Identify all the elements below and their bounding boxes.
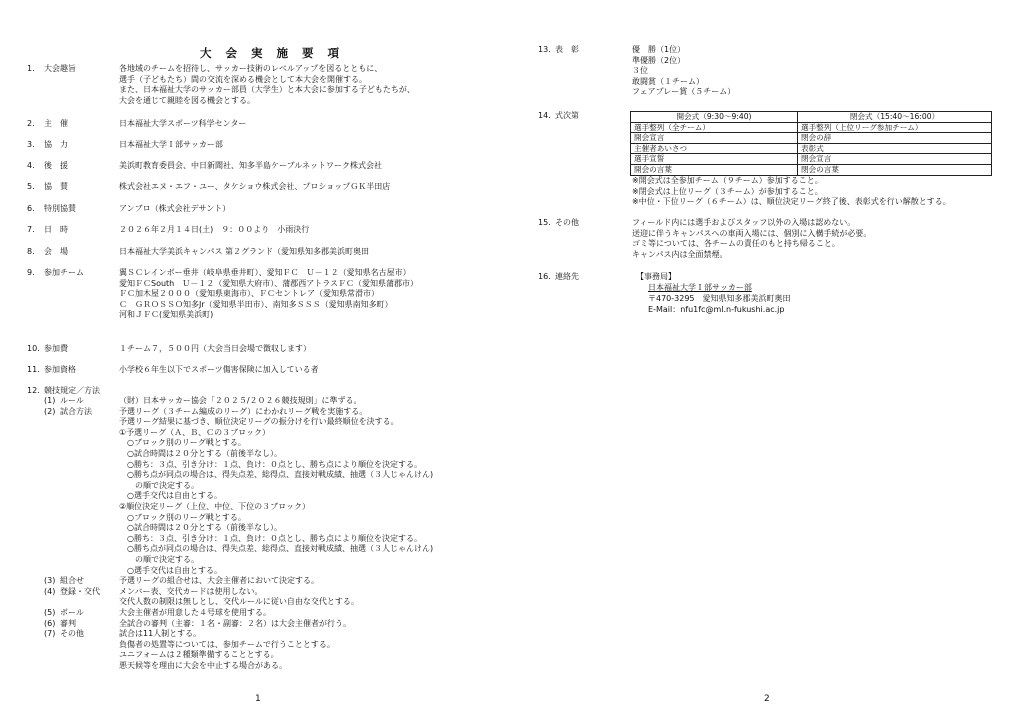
section-text: アンブロ（株式会社デサント）	[119, 204, 231, 213]
section-label: 大会趣旨	[44, 64, 76, 73]
rule-text: 悪天候等を理由に大会を中止する場合がある。	[119, 661, 287, 670]
section-number: 2.	[27, 119, 35, 128]
table-row	[631, 122, 992, 133]
rule-text: 負傷者の処置等については、参加チームで行うこととする。	[119, 639, 335, 649]
rule-text: ○勝ち点が同点の場合は、得失点差、総得点、直接対戦成績、抽選（３人じゃんけん)	[119, 544, 434, 554]
section-number: 9.	[27, 268, 35, 277]
rule-number: (7)	[44, 629, 56, 639]
section-label: その他	[555, 218, 579, 227]
rule-text: 交代人数の制限は無しとし、交代ルールに従い自由な交代とする。	[119, 597, 359, 607]
section-text: 日本福祉大学Ｉ部サッカー部	[119, 140, 223, 149]
rule-label: ボール	[60, 608, 84, 617]
rule-number: (4)	[44, 586, 56, 596]
other-note: キャンパス内は全面禁煙。	[632, 249, 728, 259]
section-text: 選手（子どもたち）間の交流を深める機会として本大会を開催する。	[119, 74, 367, 84]
page-number-1: 1	[255, 694, 261, 704]
ceremony-schedule-table	[630, 111, 992, 176]
section-label: 協 賛	[44, 182, 68, 191]
other-note: ゴミ等については、各チームの責任のもと持ち帰ること。	[632, 239, 840, 249]
section-text: 日本福祉大学美浜キャンパス 第２グランド（愛知県知多郡美浜町奥田	[119, 247, 369, 256]
section-text: 翼ＳＣレインボー垂井（岐阜県垂井町）、愛知ＦＣ Ｕ－１２（愛知県名古屋市）	[119, 268, 411, 277]
section-label: 連絡先	[555, 272, 579, 281]
table-row	[631, 143, 992, 154]
section-number: 12.	[27, 386, 40, 395]
rule-number: (5)	[44, 608, 56, 617]
contact-org: 日本福祉大学Ｉ部サッカー部	[648, 283, 752, 292]
other-note: フィールド内には選手およびスタッフ以外の入場は認めない。	[632, 218, 856, 227]
section-number: 15.	[538, 218, 551, 227]
section-label: 主 催	[44, 119, 68, 128]
contact-heading: 【事務局】	[636, 272, 676, 281]
table-cell: 開会宣言	[631, 133, 798, 144]
rule-text: ②順位決定リーグ（上位、中位、下位の３ブロック）	[119, 502, 311, 511]
rule-label: 審判	[60, 618, 76, 628]
table-cell: 選手整列（全チーム）	[631, 122, 798, 133]
rule-text: 全試合の審判（主審：１名・副審：２名）は大会主催者が行う。	[119, 618, 351, 628]
section-label: 参加資格	[44, 365, 76, 374]
section-label: 日 時	[44, 225, 68, 234]
rule-text: 試合は11人制とする。	[119, 629, 202, 639]
rule-text: ○勝ち：３点、引き分け：１点、負け：０点とし、勝ち点により順位を決定する。	[119, 533, 422, 543]
section-number: 7.	[27, 225, 35, 234]
section-label: 後 援	[44, 161, 68, 170]
table-cell: 開会の言葉	[631, 164, 798, 175]
table-cell: 閉会の辞	[798, 133, 992, 144]
table-cell: 選手宣誓	[631, 154, 798, 165]
rule-text: ○ブロック別のリーグ戦とする。	[119, 512, 246, 522]
section-label: 参加費	[44, 344, 68, 353]
section-label: 式次第	[555, 111, 579, 120]
rule-text: 予選リーグ結果に基づき、順位決定リーグの振分けを行い最終順位を決する。	[119, 417, 399, 427]
rule-text: ○ブロック別のリーグ戦とする。	[119, 438, 246, 448]
section-label: 表 彰	[555, 45, 579, 54]
section-number: 16.	[538, 272, 551, 281]
table-cell: 閉会宣言	[798, 154, 992, 165]
rule-label: ルール	[60, 396, 84, 405]
section-number: 11.	[27, 365, 40, 374]
ceremony-note: ※開会式は全参加チーム（９チーム）参加すること。	[632, 176, 823, 185]
section-number: 6.	[27, 204, 35, 213]
page-title: 大 会 実 施 要 項	[200, 46, 345, 60]
rule-label: 試合方法	[60, 406, 92, 416]
section-text: ２０２６年２月１４日(土) ９：００より 小雨決行	[119, 225, 310, 234]
rule-text: ○勝ち：３点、引き分け：１点、負け：０点とし、勝ち点により順位を決定する。	[119, 459, 422, 469]
table-header-cell: 閉会式（15:40～16:00）	[798, 112, 992, 123]
table-header-cell: 開会式（9:30～9:40)	[631, 112, 798, 123]
table-cell: 主催者あいさつ	[631, 143, 798, 154]
rule-text: ○選手交代は自由とする。	[119, 565, 222, 575]
section-number: 1.	[27, 64, 35, 73]
table-row	[631, 164, 992, 175]
contact-address: 〒470-3295 愛知県知多郡美浜町奥田	[648, 294, 791, 303]
section-text: 株式会社エヌ・エフ・ユー、タケショウ株式会社、プロショップＧＫ半田店	[119, 182, 391, 191]
rule-text: の順で決定する。	[119, 480, 199, 490]
award-item: 優 勝（1位）	[632, 45, 686, 54]
award-item: フェアプレー賞（５チーム）	[632, 87, 736, 97]
rule-text: ○選手交代は自由とする。	[119, 491, 222, 501]
section-number: 5.	[27, 182, 35, 191]
section-number: 13.	[538, 45, 551, 54]
rule-text: の順で決定する。	[119, 555, 199, 564]
rule-text: ○試合時間は２０分とする（前後半なし）。	[119, 449, 282, 458]
section-number: 10.	[27, 344, 40, 353]
award-item: 準優勝（2位）	[632, 55, 686, 65]
table-cell: 閉会の言葉	[798, 164, 992, 175]
rule-label: 登録・交代	[60, 586, 100, 596]
rule-text: ユニフォームは２種類準備することとする。	[119, 650, 279, 660]
ceremony-note: ※中位・下位リーグ（６チーム）は、順位決定リーグ終了後、表彰式を行い解散とする。	[632, 197, 951, 207]
section-text: 小学校６年生以下でスポーツ傷害保険に加入している者	[119, 365, 319, 374]
rule-text: 予選リーグの組合せは、大会主催者において決定する。	[119, 576, 319, 586]
section-text: １チーム７，５００円（大会当日会場で徴収します）	[119, 344, 311, 353]
section-label: 会 場	[44, 247, 68, 256]
table-row	[631, 154, 992, 165]
rule-number: (3)	[44, 576, 56, 586]
award-item: 敢闘賞（１チーム）	[632, 76, 704, 86]
ceremony-note: ※閉会式は上位リーグ（３チーム）が参加すること。	[632, 186, 823, 196]
section-label: 協 力	[44, 140, 68, 149]
rule-text: 予選リーグ（３チーム編成のリーグ）にわかれリーグ戦を実施する。	[119, 406, 368, 416]
table-cell: 表彰式	[798, 143, 992, 154]
rule-text: ○勝ち点が同点の場合は、得失点差、総得点、直接対戦成績、抽選（３人じゃんけん)	[119, 470, 434, 480]
award-item: ３位	[632, 66, 648, 76]
rule-number: (1)	[44, 396, 56, 405]
section-text: 各地域のチームを招待し、サッカー技術のレベルアップを図るとともに、	[119, 64, 383, 73]
section-text: Ｃ ＧＲＯＳＳＯ知多Jr（愛知県半田市）、南知多ＳＳＳ（愛知県南知多町）	[119, 299, 393, 309]
section-number: 3.	[27, 140, 35, 149]
other-note: 送迎に伴うキャンパスへの車両入場には、個別に入構手続が必要。	[632, 228, 872, 238]
section-text: 大会を通じて親睦を図る機会とする。	[119, 95, 255, 105]
rule-label: その他	[60, 629, 84, 639]
rule-number: (2)	[44, 406, 56, 416]
rule-label: 組合せ	[60, 576, 84, 586]
table-cell: 選手整列（上位リーグ参加チーム）	[798, 122, 992, 133]
section-text: 美浜町教育委員会、中日新聞社、知多半島ケーブルネットワーク株式会社	[119, 161, 383, 170]
section-text: また、日本福祉大学のサッカー部員（大学生）と本大会に参加する子どもたちが、	[119, 85, 415, 95]
rule-text: ①予選リーグ（Ａ、Ｂ、Ｃの３ブロック）	[119, 427, 271, 437]
section-label: 特別協賛	[44, 204, 76, 213]
section-number: 8.	[27, 247, 35, 256]
section-number: 14.	[538, 111, 551, 120]
table-row	[631, 133, 992, 144]
rule-number: (6)	[44, 618, 56, 628]
rule-text: 大会主催者が用意した４号球を使用する。	[119, 608, 271, 617]
section-text: 愛知ＦＣSouth Ｕ－１２（愛知県大府市）、蒲郡西アトラスＦＣ（愛知県蒲郡市）	[119, 278, 419, 288]
contact-email: E-Mail：nfu1fc@ml.n-fukushi.ac.jp	[648, 305, 785, 314]
section-label: 参加チーム	[44, 268, 84, 277]
rule-text: （財）日本サッカー協会「２０２５/２０２６競技規則」に準ずる。	[119, 396, 362, 405]
rule-text: ○試合時間は２０分とする（前後半なし）。	[119, 523, 282, 533]
section-label: 競技規定／方法	[44, 386, 100, 395]
table-header-row	[631, 112, 992, 123]
section-text: ＦＣ加木屋２０００（愛知県東海市）、ＦＣセントレア（愛知県常滑市）	[119, 289, 379, 299]
section-number: 4.	[27, 161, 35, 170]
rule-text: メンバー表、交代カードは使用しない。	[119, 586, 263, 596]
page-number-2: 2	[764, 694, 770, 704]
section-text: 日本福祉大学スポーツ科学センター	[119, 119, 247, 128]
section-text: 河和ＪＦＣ(愛知県美浜町)	[119, 310, 214, 320]
